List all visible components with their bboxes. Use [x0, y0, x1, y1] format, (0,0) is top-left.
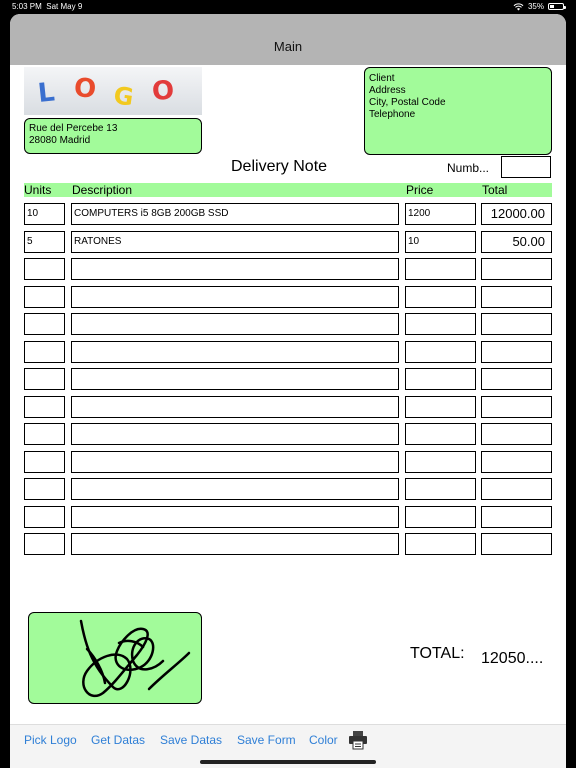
battery-percent: 35% [527, 2, 544, 11]
logo-letters [24, 67, 202, 115]
table-header [24, 183, 552, 197]
cell-price[interactable]: 10 [405, 231, 476, 253]
battery-fill [550, 5, 554, 8]
signature-drawing [29, 613, 202, 704]
cell-units[interactable] [24, 341, 65, 363]
cell-price[interactable] [405, 286, 476, 308]
cell-total[interactable] [481, 533, 552, 555]
document-title: Delivery Note [231, 158, 328, 175]
cell-description[interactable] [71, 423, 399, 445]
cell-total[interactable] [481, 423, 552, 445]
number-input[interactable] [501, 156, 551, 178]
cell-description[interactable] [71, 368, 399, 390]
cell-description[interactable] [71, 286, 399, 308]
nav-title: Main [273, 39, 303, 54]
status-bar [0, 0, 576, 14]
cell-description[interactable] [71, 341, 399, 363]
wifi-icon [513, 3, 524, 11]
header-total: Total [482, 183, 508, 197]
cell-price[interactable] [405, 396, 476, 418]
pick-logo-button[interactable]: Pick Logo [24, 733, 77, 747]
status-date: Sat May 9 [46, 2, 83, 11]
app-window [10, 14, 566, 768]
logo-letter: G [111, 81, 136, 112]
cell-total[interactable] [481, 396, 552, 418]
cell-price[interactable] [405, 478, 476, 500]
cell-description[interactable] [71, 258, 399, 280]
header-price: Price [406, 183, 434, 197]
cell-price[interactable] [405, 368, 476, 390]
battery-icon [548, 3, 564, 10]
cell-total[interactable] [481, 368, 552, 390]
nav-bar [10, 14, 566, 65]
logo-letter: L [36, 77, 57, 109]
cell-units[interactable] [24, 313, 65, 335]
company-line1: Rue del Percebe 13 [29, 123, 118, 134]
cell-price[interactable] [405, 313, 476, 335]
header-units: Units [24, 183, 52, 197]
cell-units[interactable] [24, 368, 65, 390]
cell-total[interactable]: 12000.00 [481, 203, 552, 225]
cell-description[interactable] [71, 533, 399, 555]
status-time: 5:03 PM [12, 2, 42, 11]
cell-description[interactable] [71, 396, 399, 418]
cell-units[interactable] [24, 451, 65, 473]
total-label: TOTAL: [410, 645, 465, 662]
cell-units[interactable] [24, 478, 65, 500]
cell-total[interactable] [481, 286, 552, 308]
cell-description[interactable] [71, 313, 399, 335]
cell-price[interactable] [405, 533, 476, 555]
cell-price[interactable] [405, 258, 476, 280]
status-time-date [12, 2, 82, 11]
cell-description[interactable] [71, 451, 399, 473]
cell-total[interactable] [481, 258, 552, 280]
cell-total[interactable] [481, 506, 552, 528]
client-city: City, Postal Code [369, 97, 446, 108]
cell-description[interactable] [71, 506, 399, 528]
cell-total[interactable] [481, 478, 552, 500]
logo-letter: O [150, 75, 176, 107]
status-right [513, 2, 564, 11]
signature-pad[interactable] [28, 612, 202, 704]
save-form-button[interactable]: Save Form [237, 733, 296, 747]
cell-description[interactable] [71, 478, 399, 500]
save-datas-button[interactable]: Save Datas [160, 733, 223, 747]
cell-units[interactable] [24, 258, 65, 280]
home-indicator [200, 760, 376, 764]
cell-units[interactable] [24, 423, 65, 445]
number-label: Numb... [447, 161, 490, 175]
cell-units[interactable] [24, 286, 65, 308]
cell-price[interactable] [405, 423, 476, 445]
client-telephone: Telephone [369, 109, 416, 120]
printer-icon[interactable] [348, 730, 368, 750]
get-datas-button[interactable]: Get Datas [91, 733, 146, 747]
cell-price[interactable] [405, 451, 476, 473]
cell-price[interactable] [405, 341, 476, 363]
cell-total[interactable] [481, 313, 552, 335]
cell-price[interactable]: 1200 [405, 203, 476, 225]
cell-units[interactable] [24, 533, 65, 555]
cell-units[interactable]: 5 [24, 231, 65, 253]
client-address: Address [369, 85, 406, 96]
logo-letter: O [72, 73, 98, 105]
cell-units[interactable] [24, 506, 65, 528]
cell-total[interactable] [481, 451, 552, 473]
cell-total[interactable] [481, 341, 552, 363]
cell-units[interactable]: 10 [24, 203, 65, 225]
company-address-box[interactable] [24, 118, 202, 154]
cell-units[interactable] [24, 396, 65, 418]
header-description: Description [72, 183, 133, 197]
client-name: Client [369, 73, 395, 84]
color-button[interactable]: Color [309, 733, 338, 747]
cell-description[interactable]: COMPUTERS i5 8GB 200GB SSD [71, 203, 399, 225]
total-value: 12050.... [481, 650, 544, 667]
client-info-box[interactable] [364, 67, 552, 155]
company-line2: 28080 Madrid [29, 135, 91, 146]
cell-price[interactable] [405, 506, 476, 528]
cell-description[interactable]: RATONES [71, 231, 399, 253]
logo-image[interactable] [24, 67, 202, 115]
cell-total[interactable]: 50.00 [481, 231, 552, 253]
